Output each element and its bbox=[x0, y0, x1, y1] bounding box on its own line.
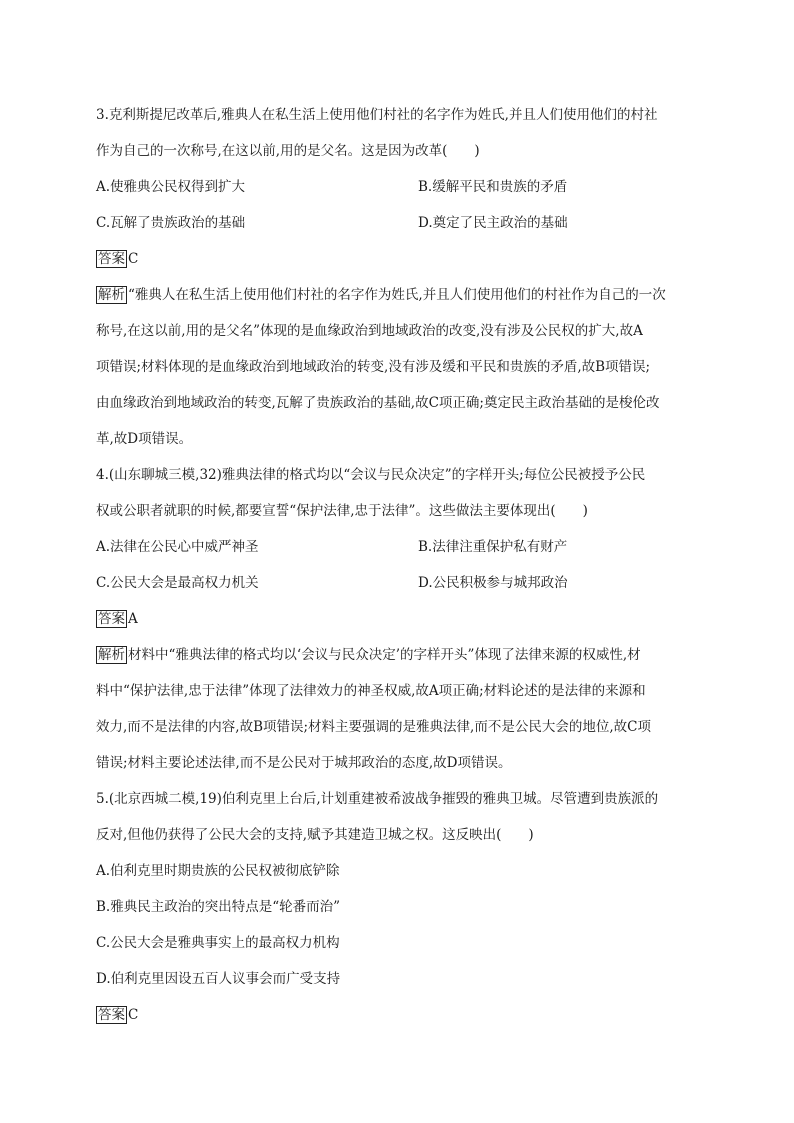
q4-stem-line-1: 4.(山东聊城三模,32)雅典法律的格式均以“会议与民众决定”的字样开头;每位公民被授予公民 bbox=[96, 467, 646, 483]
q3-analysis-text-1: “雅典人在私生活上使用他们村社的名字作为姓氏,并且人们使用他们的村社作为自己的一次 bbox=[128, 287, 666, 303]
q5-option-a: A.伯利克里时期贵族的公民权被彻底铲除 bbox=[96, 863, 340, 879]
q3-option-b: B.缓解平民和贵族的矛盾 bbox=[418, 179, 568, 195]
q5-stem-line-1: 5.(北京西城二模,19)伯利克里上台后,计划重建被希波战争摧毁的雅典卫城。尽管遭到贵族派的 bbox=[96, 791, 659, 807]
q3-answer-value: C bbox=[128, 251, 139, 267]
q4-option-b: B.法律注重保护私有财产 bbox=[418, 539, 568, 555]
q4-option-c: C.公民大会是最高权力机关 bbox=[96, 575, 259, 591]
q3-options-row-1 bbox=[96, 178, 568, 196]
q4-stem-line-2: 权或公职者就职的时候,都要宣誓“保护法律,忠于法律”。这些做法主要体现出( ) bbox=[96, 503, 588, 519]
q5-option-b: B.雅典民主政治的突出特点是“轮番而治” bbox=[96, 899, 341, 915]
q5-stem-line-2: 反对,但他仍获得了公民大会的支持,赋予其建造卫城之权。这反映出( ) bbox=[96, 827, 534, 843]
q3-options-row-2 bbox=[96, 214, 568, 232]
q3-analysis-tag: 解析 bbox=[98, 287, 125, 303]
q4-analysis-line-3: 效力,而不是法律的内容,故B项错误;材料主要强调的是雅典法律,而不是公民大会的地位,故C项 bbox=[96, 719, 651, 735]
q5-answer-tag: 答案 bbox=[98, 1007, 125, 1023]
q3-option-d: D.奠定了民主政治的基础 bbox=[418, 215, 568, 231]
q4-analysis-tag: 解析 bbox=[98, 647, 125, 663]
q4-options-row-2 bbox=[96, 574, 568, 592]
q5-option-d: D.伯利克里因设五百人议事会而广受支持 bbox=[96, 971, 341, 987]
q4-analysis-line-1 bbox=[96, 646, 641, 664]
q3-stem-line-1: 3.克利斯提尼改革后,雅典人在私生活上使用他们村社的名字作为姓氏,并且人们使用他们的村社 bbox=[96, 107, 658, 123]
q3-answer-tag: 答案 bbox=[98, 251, 125, 267]
q3-option-a: A.使雅典公民权得到扩大 bbox=[96, 179, 246, 195]
q3-analysis-line-5: 革,故D项错误。 bbox=[96, 431, 193, 447]
q4-answer bbox=[96, 610, 138, 628]
q4-option-d: D.公民积极参与城邦政治 bbox=[418, 575, 568, 591]
q5-option-c: C.公民大会是雅典事实上的最高权力机构 bbox=[96, 935, 340, 951]
q3-analysis-line-3: 项错误;材料体现的是血缘政治到地域政治的转变,没有涉及缓和平民和贵族的矛盾,故B项错误; bbox=[96, 359, 651, 375]
q3-analysis-line-1 bbox=[96, 286, 666, 304]
q3-answer bbox=[96, 250, 138, 268]
q3-option-c: C.瓦解了贵族政治的基础 bbox=[96, 215, 246, 231]
q3-stem-line-2: 作为自己的一次称号,在这以前,用的是父名。这是因为改革( ) bbox=[96, 143, 480, 159]
q4-answer-value: A bbox=[128, 611, 138, 627]
q5-answer-value: C bbox=[128, 1007, 139, 1023]
q4-option-a: A.法律在公民心中威严神圣 bbox=[96, 539, 259, 555]
q4-answer-tag: 答案 bbox=[98, 611, 125, 627]
q4-analysis-text-1: 材料中“雅典法律的格式均以‘会议与民众决定’的字样开头”体现了法律来源的权威性,材 bbox=[128, 647, 641, 663]
q4-analysis-line-2: 料中“保护法律,忠于法律”体现了法律效力的神圣权威,故A项正确;材料论述的是法律的来源和 bbox=[96, 683, 646, 699]
q4-analysis-line-4: 错误;材料主要论述法律,而不是公民对于城邦政治的态度,故D项错误。 bbox=[96, 755, 512, 771]
q5-answer bbox=[96, 1006, 138, 1024]
q3-analysis-line-4: 由血缘政治到地域政治的转变,瓦解了贵族政治的基础,故C项正确;奠定民主政治基础的是梭伦改 bbox=[96, 395, 660, 411]
q3-analysis-line-2: 称号,在这以前,用的是父名”体现的是血缘政治到地域政治的改变,没有涉及公民权的扩大,故A bbox=[96, 323, 643, 339]
q4-options-row-1 bbox=[96, 538, 568, 556]
